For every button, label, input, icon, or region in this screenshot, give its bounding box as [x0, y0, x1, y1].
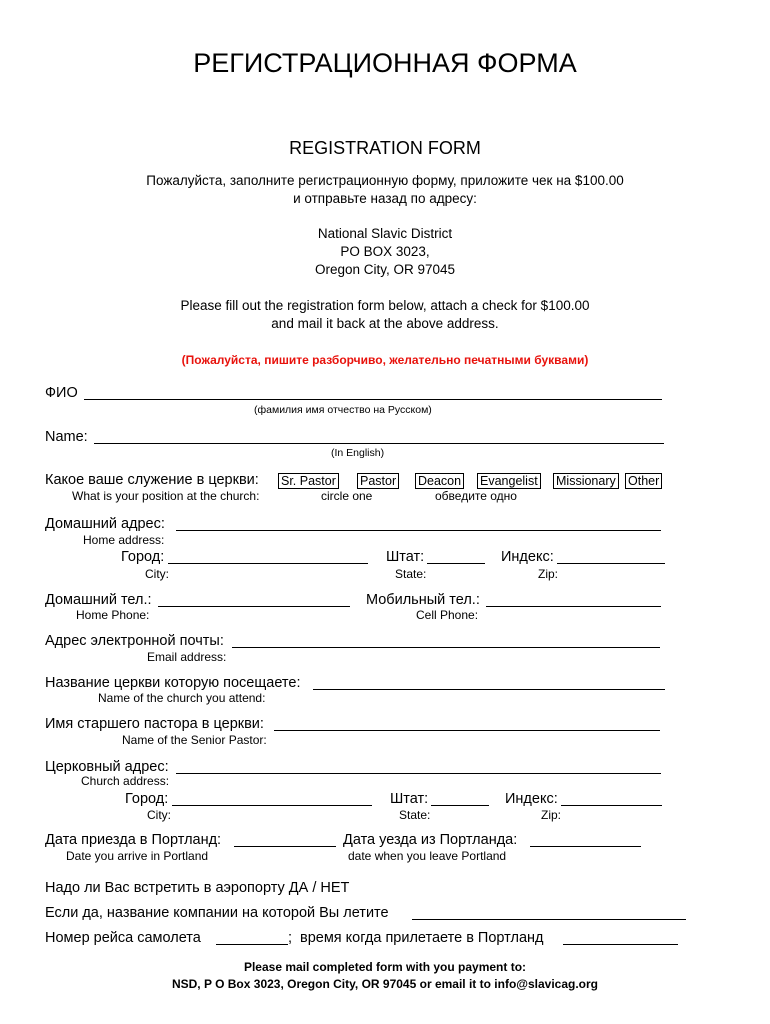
home-city-field[interactable] [168, 563, 368, 564]
name-field[interactable] [94, 443, 664, 444]
airline-label: Если да, название компании на которой Вы летите [45, 905, 389, 921]
arrival-date-label: Дата приезда в Портланд: [45, 832, 222, 848]
name-hint: (In English) [331, 447, 385, 459]
senior-pastor-label: Имя старшего пастора в церкви: [45, 716, 264, 732]
email-field[interactable] [232, 647, 660, 648]
home-state-label: Штат: [386, 549, 425, 565]
home-state-hint: State: [395, 567, 427, 581]
position-label: Какое ваше служение в церкви: [45, 472, 259, 488]
church-address-label: Церковный адрес: [45, 759, 169, 775]
home-address-label: Домашний адрес: [45, 516, 165, 532]
address-line-1: National Slavic District [317, 226, 453, 241]
home-city-label: Город: [121, 549, 165, 565]
church-address-field[interactable] [176, 773, 661, 774]
home-zip-label: Индекс: [501, 549, 554, 565]
senior-pastor-hint: Name of the Senior Pastor: [122, 733, 267, 747]
airport-pickup-question: Надо ли Вас встретить в аэропорту ДА / НЕТ [45, 880, 350, 896]
home-phone-hint: Home Phone: [76, 608, 150, 622]
email-label: Адрес электронной почты: [45, 633, 224, 649]
home-address-field[interactable] [176, 530, 661, 531]
home-phone-field[interactable] [158, 606, 350, 607]
church-city-field[interactable] [172, 805, 372, 806]
footer-line-2: NSD, P O Box 3023, Oregon City, OR 97045 or email it to info@slavicag.org [171, 977, 599, 991]
address-line-2: PO BOX 3023, [340, 244, 430, 259]
flight-separator: ; [288, 930, 293, 946]
address-line-3: Oregon City, OR 97045 [314, 262, 456, 277]
circle-one-hint-ru: обведите одно [435, 489, 517, 503]
church-state-label: Штат: [390, 791, 429, 807]
option-pastor[interactable]: Pastor [357, 473, 399, 489]
church-zip-field[interactable] [561, 805, 662, 806]
legibility-notice: (Пожалуйста, пишите разборчиво, желательно печатными буквами) [181, 353, 589, 367]
option-other[interactable]: Other [625, 473, 662, 489]
home-state-field[interactable] [427, 563, 485, 564]
home-zip-hint: Zip: [538, 567, 559, 581]
option-missionary[interactable]: Missionary [553, 473, 619, 489]
home-address-hint: Home address: [83, 533, 165, 547]
fio-label: ФИО [45, 385, 78, 401]
position-hint: What is your position at the church: [72, 489, 260, 503]
arrival-date-field[interactable] [234, 846, 336, 847]
intro-en-line-2: and mail it back at the above address. [271, 316, 499, 331]
option-evangelist[interactable]: Evangelist [477, 473, 541, 489]
home-zip-field[interactable] [557, 563, 665, 564]
church-name-hint: Name of the church you attend: [98, 691, 266, 705]
church-address-hint: Church address: [81, 774, 170, 788]
option-sr-pastor[interactable]: Sr. Pastor [278, 473, 339, 489]
cell-phone-hint: Cell Phone: [416, 608, 479, 622]
church-name-label: Название церкви которую посещаете: [45, 675, 301, 691]
departure-date-field[interactable] [530, 846, 641, 847]
intro-en-line-1: Please fill out the registration form below, attach a check for $100.00 [180, 298, 590, 313]
home-phone-label: Домашний тел.: [45, 592, 152, 608]
page-title-en: REGISTRATION FORM [289, 138, 481, 158]
arrival-time-label: время когда прилетаете в Портланд [300, 930, 544, 946]
circle-one-hint: circle one [321, 489, 373, 503]
church-city-hint: City: [147, 808, 171, 822]
senior-pastor-field[interactable] [274, 730, 660, 731]
flight-number-label: Номер рейса самолета [45, 930, 201, 946]
church-zip-label: Индекс: [505, 791, 558, 807]
airline-field[interactable] [412, 919, 686, 920]
fio-field[interactable] [84, 399, 662, 400]
church-state-hint: State: [399, 808, 431, 822]
name-label: Name: [45, 429, 88, 445]
flight-number-field[interactable] [216, 944, 288, 945]
email-hint: Email address: [147, 650, 227, 664]
page-title-ru: РЕГИСТРАЦИОННАЯ ФОРМА [193, 48, 577, 78]
church-zip-hint: Zip: [541, 808, 562, 822]
church-name-field[interactable] [313, 689, 665, 690]
church-city-label: Город: [125, 791, 169, 807]
home-city-hint: City: [145, 567, 169, 581]
cell-phone-label: Мобильный тел.: [366, 592, 480, 608]
departure-date-hint: date when you leave Portland [348, 849, 507, 863]
cell-phone-field[interactable] [486, 606, 661, 607]
intro-ru-line-2: и отправьте назад по адресу: [293, 191, 477, 206]
arrival-time-field[interactable] [563, 944, 678, 945]
option-deacon[interactable]: Deacon [415, 473, 464, 489]
intro-ru-line-1: Пожалуйста, заполните регистрационную форму, приложите чек на $100.00 [146, 173, 624, 188]
fio-hint: (фамилия имя отчество на Русском) [254, 404, 432, 416]
church-state-field[interactable] [431, 805, 489, 806]
footer-line-1: Please mail completed form with you payment to: [243, 960, 527, 974]
arrival-date-hint: Date you arrive in Portland [66, 849, 209, 863]
departure-date-label: Дата уезда из Портланда: [343, 832, 518, 848]
